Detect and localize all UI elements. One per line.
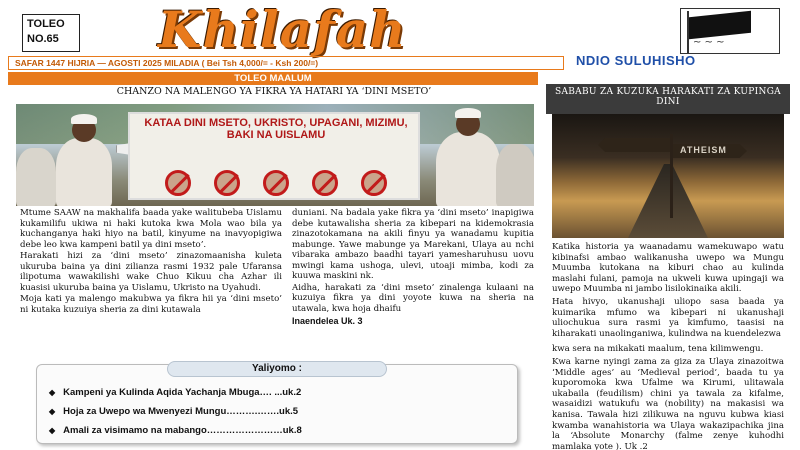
sidebar-headline: SABABU ZA KUZUKA HARAKATI ZA KUPINGA DINI [546,84,790,114]
flag-script: ~ ~ ~ [693,37,725,48]
sidebar-article [546,84,790,450]
toc-title: Yaliyomo : [167,361,387,377]
protester-figure [16,148,56,206]
issue-number: NO.65 [27,33,59,45]
article-paragraph: Aidha, harakati za ‘dini mseto’ zinalenga kulaani na kuzuiya fikra ya dini yoyote kuwa na sheria na utawala, kwa hoja dhaifu [292,282,534,314]
toc-item: ◆ Hoja za Uwepo wa Mwenyezi Mungu……….…….uk.5 [49,402,509,421]
slogan: NDIO SULUHISHO [576,53,696,68]
date-price-bar: SAFAR 1447 HIJRIA — AGOSTI 2025 MILADIA ( Bei Tsh 4,000/= - Ksh 200/=) [8,56,564,70]
banner-text: KATAA DINI MSETO, UKRISTO, UPAGANI, MIZIMU, BAKI NA UISLAMU [144,117,408,141]
toc-item: ◆ Kampeni ya Kulinda Aqida Yachanja Mbuga…. ...uk.2 [49,383,509,402]
flag-logo-icon [680,8,780,54]
protester-figure [56,138,112,206]
article-paragraph: Mtume SAAW na makhalifa baada yake walitubeba Uislamu kukamilifu ukiwa ni haki kutoka kwa Mola wao bila ya kuchanganya haki hiyo na batil, kinyume na inavyopigiwa debe leo kwa kampeni batil ya dini mseto’. [20,208,282,250]
issue-label: TOLEO [27,18,65,30]
sidebar-paragraph: Hata hivyo, ukanushaji uliopo sasa baada ya kuimarika mfumo wa kibepari ni ukanushaji uliochukua sura rasmi ya kimfumo, taasisi na kiharakati unaolinganiwa, kulindwa na kuendelezwa [552,296,784,339]
issue-box [22,14,80,52]
toc-item: ◆ Amali za visimamo na mabango……………………uk.8 [49,421,509,440]
signpost-left-arrow-icon [598,138,670,152]
sidebar-paragraph: kwa sera na mikakati maalum, tena kilimwengu. [552,344,764,355]
main-article-headline: CHANZO NA MALENGO YA FIKRA YA HATARI YA ‘DINI MSETO’ [116,86,432,97]
toc-list [49,383,509,440]
black-banner-icon [689,11,751,40]
continued-note: Inaendelea Uk. 3 [292,316,363,326]
protester-cap [455,108,481,118]
article-column-1 [20,208,282,316]
sign-label: ATHEISM [680,145,727,155]
table-of-contents [36,364,518,444]
article-paragraph: Moja kati ya malengo makubwa ya fikra hii ya ‘dini mseto’ ni kutaka kuzuiya sheria za dini kutawala [20,294,282,315]
masthead [8,0,792,59]
prohibition-icon [214,170,240,196]
protest-banner [128,112,420,200]
sidebar-paragraph: Kwa karne nyingi zama za giza za Ulaya zinazoitwa ‘Middle ages’ au ‘Medieval period’, baada tu ya kuporomoka kwa Ufalme wa Kirumi, ulitawala ukabaila (feudilism) chini ya tawala za kifalme, wasaidizi watukufu wa (nobility) na makasisi wa kanisa. Tawala hizi zilikuwa na nguvu kubwa kiasi kwamba wanahistoria wa Ulaya wakazipachika jina la ‘Absolute Monarchy (falme zenye kuhodhi mamlaka yote ). Uk .2 [552,356,784,450]
sidebar-body [552,242,784,450]
atheism-signpost-photo [552,114,784,238]
prohibition-icon [312,170,338,196]
article-column-2 [292,208,534,327]
prohibition-icon [263,170,289,196]
protester-figure [496,144,534,206]
banned-symbols [154,170,398,198]
newspaper-title: Khilafah [158,0,407,59]
section-header: TOLEO MAALUM [8,72,538,85]
prohibition-icon [165,170,191,196]
article-paragraph: Harakati hizi za ‘dini mseto’ zinazomaanisha kuleta ukuruba baina ya dini zilianza rasmi 1932 pale Ufaransa ilipotuma wawakilishi wake Chuo Kikuu cha Azhar ili kuasisi ukuruba baina ya Uislamu, Ukristo na Uyahudi. [20,251,282,293]
protest-photo [16,104,534,206]
sidebar-paragraph: Katika historia ya waanadamu wamekuwapo watu kibinafsi ambao walikanusha uwepo wa Mungu Muumba kutokana na kiburi chao au kulinda maslahi fulani, pamoja na ukweli kuwa upingaji wa uwepo Muumba ni jambo lisilokinaika akili. [552,242,784,295]
protester-figure [436,132,500,206]
road [628,164,708,238]
prohibition-icon [361,170,387,196]
article-paragraph: duniani. Na badala yake fikra ya ‘dini mseto’ inapigiwa debe kutawalisha sheria za kibepari na kidemokrasia zinazotokamana na akili finyu ya wanadamu kupitia mabunge. Yawe mabunge ya Marekani, Ulaya au nchi vibaraka ambazo baadhi tayari yamesharuhusu uovu mwingi kama ushoga, ulevi, utoaji mimba, kodi za kuuwa maskini nk. [292,208,534,281]
protester-cap [71,114,97,124]
sign-pole [670,134,673,218]
